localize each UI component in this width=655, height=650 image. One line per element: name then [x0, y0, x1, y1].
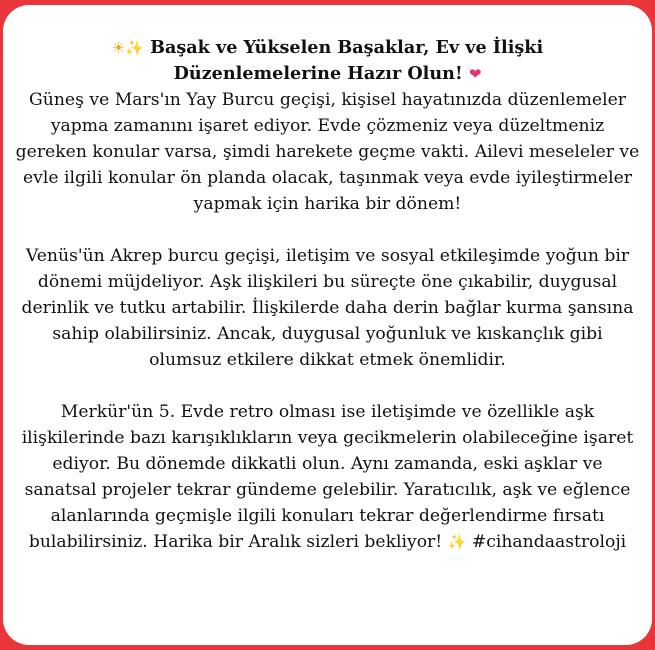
paragraph-mercury — [15, 399, 640, 555]
paragraph-gap — [15, 217, 640, 243]
hashtag-link[interactable]: #cihandaastroloji — [471, 532, 627, 552]
title-line-1: Başak ve Yükselen Başaklar, Ev ve İlişki — [150, 37, 544, 58]
paragraph-gap — [15, 373, 640, 399]
sparkles-icon: ✨ — [125, 39, 144, 57]
paragraph-venus: Venüs'ün Akrep burcu geçişi, iletişim ve sosyal etkileşimde yoğun bir dönemi müjdeliyor. Aşk ilişkileri bu süreçte öne çıkabilir, duygusal derinlik ve tutku artabilir. İlişkilerde daha derin bağlar kurma şansına sahip olabilirsiniz. Ancak, duygusal yoğunluk ve kıskançlık gibi olumsuz etkilere dikkat etmek önemlidir. — [21, 246, 634, 370]
paragraph-sun-mars: Güneş ve Mars'ın Yay Burcu geçişi, kişisel hayatınızda düzenlemeler yapma zamanını işaret ediyor. Evde çözmeniz veya düzeltmeniz gereken konular varsa, şimdi harekete geçme vakti. Ailevi meseleler ve evle ilgili konular ön planda olacak, taşınmak veya evde iyileştirmeler yapmak için harika bir dönem! — [15, 90, 640, 214]
post-title — [15, 35, 640, 87]
heart-icon: ❤ — [468, 65, 482, 83]
paragraph-mercury-text: Merkür'ün 5. Evde retro olması ise iletişimde ve özellikle aşk ilişkilerinde bazı karışıklıkların veya gecikmelerin olabileceğine işaret ediyor. Bu dönemde dikkatli olun. Aynı zamanda, eski aşklar ve sanatsal projeler tekrar gündeme gelebilir. Yaratıcılık, aşk ve eğlence alanlarında geçmişle ilgili konuları tekrar değerlendirme fırsatı bulabilirsiniz. Harika bir Aralık sizleri bekliyor! — [21, 402, 634, 552]
sun-icon: ☀ — [111, 39, 126, 57]
post-card — [3, 5, 652, 645]
sparkles-icon: ✨ — [447, 533, 467, 551]
title-line-2: Düzenlemelerine Hazır Olun! — [173, 63, 463, 84]
